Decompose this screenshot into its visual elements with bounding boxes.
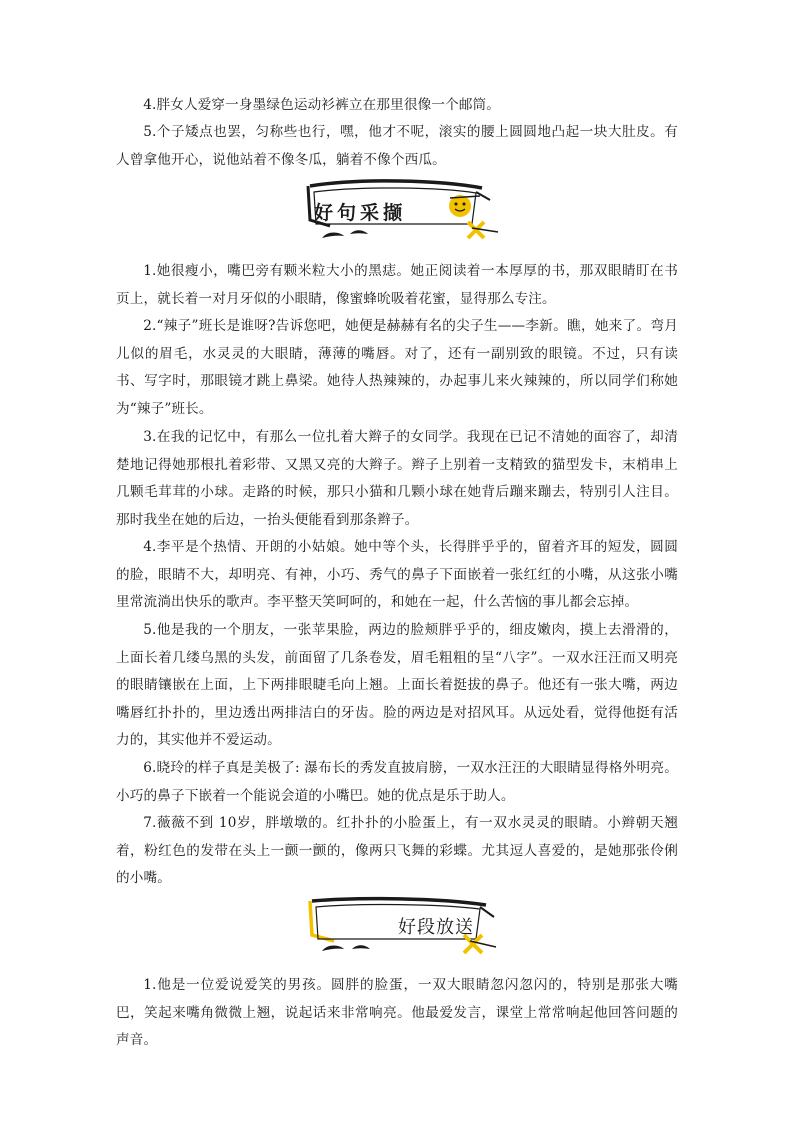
paragraph: 4.胖女人爱穿一身墨绿色运动衫裤立在那里很像一个邮筒。 — [143, 97, 501, 113]
section-banner-good-paragraphs — [300, 895, 500, 965]
paragraph: 1.她很瘦小，嘴巴旁有颗米粒大小的黑痣。她正阅读着一本厚厚的书，那双眼睛盯在书页上，就长着一对月牙似的小眼睛，像蜜蜂吮吸着花蜜，显得那么专注。 — [116, 263, 678, 307]
section-banner-good-sentences — [300, 178, 500, 253]
paragraph: 2.“辣子”班长是谁呀?告诉您吧，她便是赫赫有名的尖子生——李新。瞧，她来了。弯月儿似的眉毛，水灵灵的大眼睛，薄薄的嘴唇。对了，还有一副别致的眼镜。不过，只有读书、写字时，那眼镜才跳上鼻梁。她待人热辣辣的，办起事儿来火辣辣的，所以同学们称她为“辣子”班长。 — [116, 318, 678, 417]
paragraph: 7.薇薇不到 10岁，胖墩墩的。红扑扑的小脸蛋上，有一双水灵灵的眼睛。小辫朝天翘着，粉红色的发带在头上一颤一颤的，像两只飞舞的彩蝶。尤其逗人喜爱的，是她那张伶俐的小嘴。 — [116, 815, 678, 886]
paragraph: 4.李平是个热情、开朗的小姑娘。她中等个头，长得胖乎乎的，留着齐耳的短发，圆圆的脸，眼睛不大，却明亮、有神，小巧、秀气的鼻子下面嵌着一张红红的小嘴，从这张小嘴里常流淌出快乐的歌声。李平整天笑呵呵的，和她在一起，什么苦恼的事儿都会忘掉。 — [116, 539, 678, 610]
paragraph: 1.他是一位爱说爱笑的男孩。圆胖的脸蛋，一双大眼睛忽闪忽闪的，特别是那张大嘴巴，笑起来嘴角微微上翘，说起话来非常响亮。他最爱发言，课堂上常常响起他回答问题的声音。 — [116, 977, 678, 1048]
paragraph: 3.在我的记忆中，有那么一位扎着大辫子的女同学。我现在已记不清她的面容了，却清楚地记得她那根扎着彩带、又黑又亮的大辫子。辫子上别着一支精致的猫型发卡，末梢串上几颗毛茸茸的小球。走路的时候，那只小猫和几颗小球在她背后蹦来蹦去，特别引人注目。那时我坐在她的后边，一抬头便能看到那条辫子。 — [116, 429, 678, 528]
paragraph: 5.他是我的一个朋友，一张苹果脸，两边的脸颊胖乎乎的，细皮嫩肉，摸上去滑滑的，上面长着几缕乌黑的头发，前面留了几条卷发，眉毛粗粗的呈“八字”。一双水汪汪而又明亮的眼睛镶嵌在上面，上下两排眼睫毛向上翘。上面长着挺拔的鼻子。他还有一张大嘴，两边嘴唇红扑扑的，里边透出两排洁白的牙齿。脸的两边是对招风耳。从远处看，觉得他挺有活力的，其实他并不爱运动。 — [116, 622, 678, 748]
paragraph: 6.晓玲的样子真是美极了: 瀑布长的秀发直披肩膀，一双水汪汪的大眼睛显得格外明亮。小巧的鼻子下嵌着一个能说会道的小嘴巴。她的优点是乐于助人。 — [116, 760, 678, 804]
banner-title: 好段放送 — [398, 917, 474, 938]
banner-title: 好句采撷 — [314, 202, 407, 224]
paragraph: 5.个子矮点也罢，匀称些也行，嘿，他才不呢，滚实的腰上圆圆地凸起一块大肚皮。有人曾拿他开心，说他站着不像冬瓜，躺着不像个西瓜。 — [116, 124, 678, 168]
